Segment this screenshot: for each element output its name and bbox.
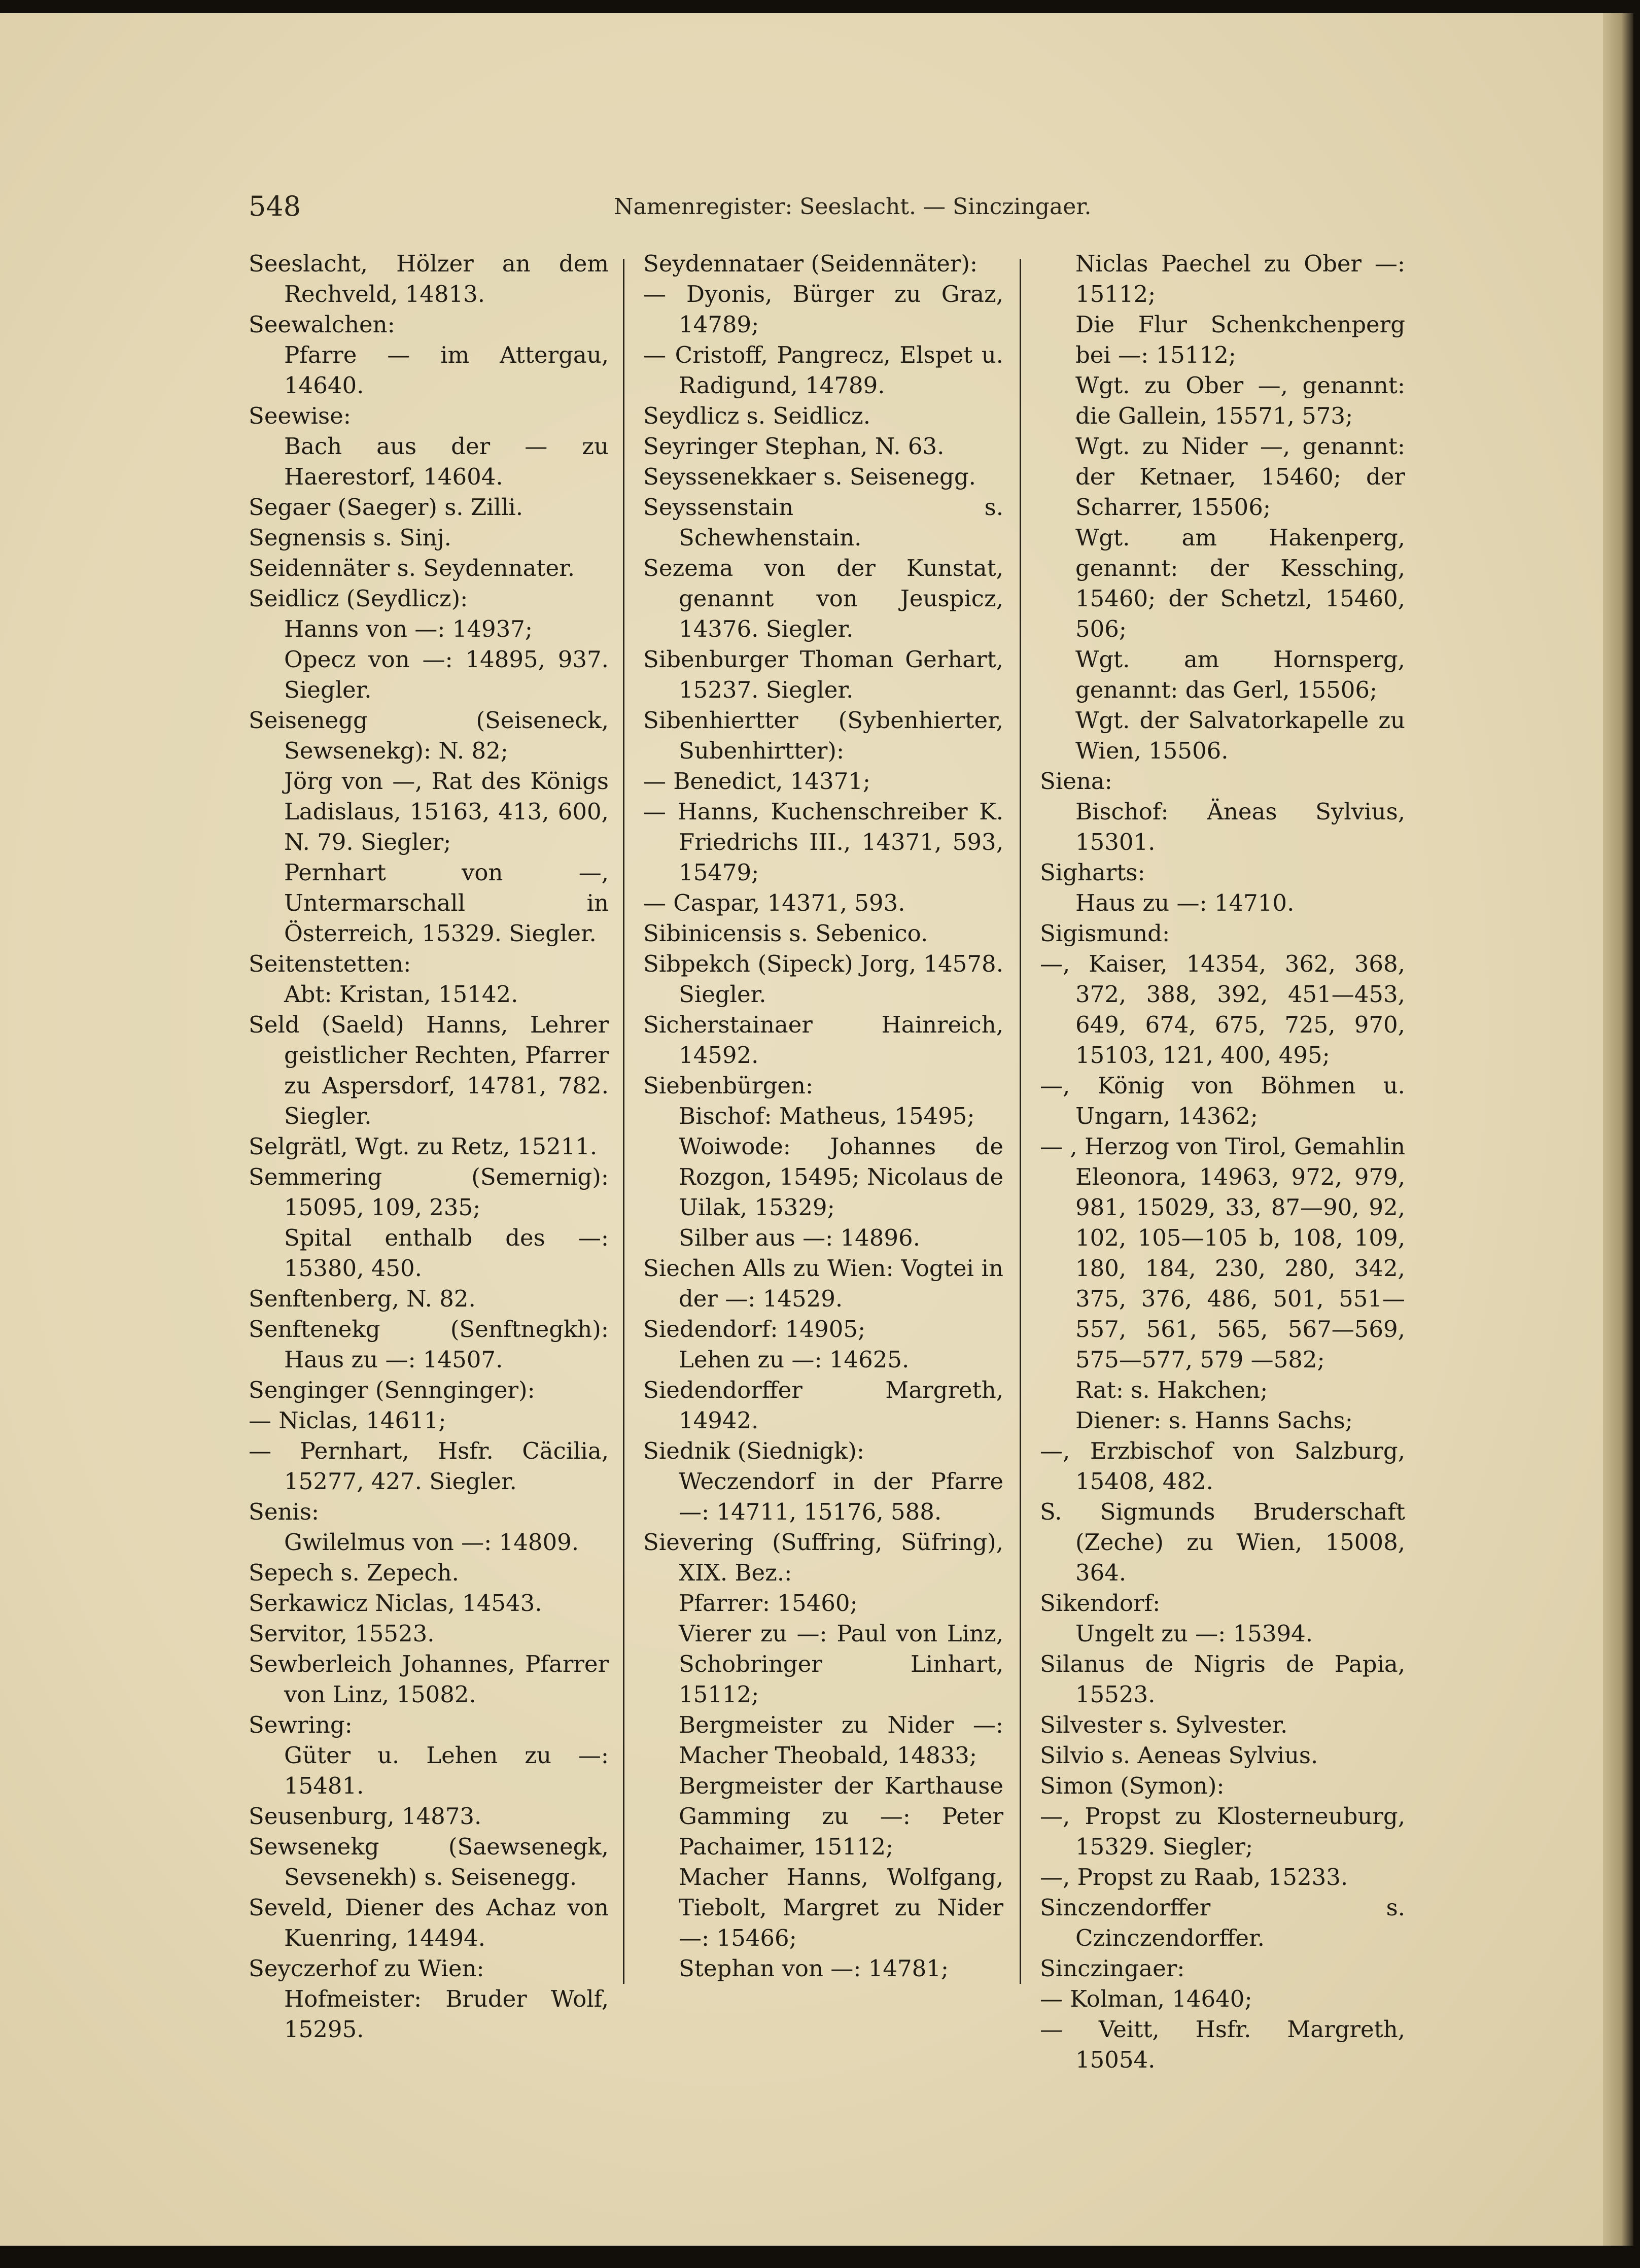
index-entry: Simon (Symon): <box>1040 1772 1225 1799</box>
index-entry: Sewberleich Johannes, Pfarrer von Linz, 15082. <box>249 1651 609 1708</box>
index-entry: Rat: s. Hakchen; <box>1075 1377 1268 1403</box>
index-entry: Sievering (Suffring, Süfring), XIX. Bez.: <box>643 1529 1003 1586</box>
index-entry: Sinczingaer: <box>1040 1955 1185 1982</box>
index-entry: Jörg von —, Rat des Königs Ladislaus, 15163, 413, 600, N. 79. Siegler; <box>284 768 609 855</box>
index-entry: Niclas Paechel zu Ober —: 15112; <box>1075 250 1405 307</box>
page-number: 548 <box>249 190 301 222</box>
index-entry: Siechen Alls zu Wien: Vogtei in der —: 14529. <box>643 1255 1003 1312</box>
index-entry: Ungelt zu —: 15394. <box>1075 1620 1313 1647</box>
index-entry: Sicherstainaer Hainreich, 14592. <box>643 1011 1003 1069</box>
index-entry: — Dyonis, Bürger zu Graz, 14789; <box>643 281 1003 338</box>
index-entry: —, Propst zu Klosterneuburg, 15329. Siegler; <box>1040 1803 1405 1860</box>
index-entry: Selgrätl, Wgt. zu Retz, 15211. <box>249 1133 598 1160</box>
index-entry: Opecz von —: 14895, 937. Siegler. <box>284 646 609 703</box>
index-entry: — Niclas, 14611; <box>249 1407 446 1434</box>
index-entry: Güter u. Lehen zu —: 15481. <box>284 1742 609 1799</box>
index-entry: Seisenegg (Seiseneck, Sewsenekg): N. 82; <box>249 707 609 764</box>
index-entry: Senis: <box>249 1498 320 1525</box>
index-entry: — Kolman, 14640; <box>1040 1985 1252 2012</box>
index-entry: Seusenburg, 14873. <box>249 1803 482 1830</box>
index-entry: — Benedict, 14371; <box>643 768 871 795</box>
index-entry: Seveld, Diener des Achaz von Kuenring, 14494. <box>249 1894 609 1951</box>
index-entry: Wgt. am Hakenperg, genannt: der Kessching, 15460; der Schetzl, 15460, 506; <box>1075 524 1405 642</box>
index-entry: Macher Hanns, Wolfgang, Tiebolt, Margret zu Nider —: 15466; <box>679 1864 1003 1951</box>
index-entry: Seyssenekkaer s. Seisenegg. <box>643 463 976 490</box>
index-entry: Seydennataer (Seidennäter): <box>643 250 978 277</box>
index-entry: Silanus de Nigris de Papia, 15523. <box>1040 1651 1405 1708</box>
index-entry: Seewalchen: <box>249 311 395 338</box>
index-entry: — Hanns, Kuchenschreiber K. Friedrichs III., 14371, 593, 15479; <box>643 798 1003 886</box>
index-entry: —, Kaiser, 14354, 362, 368, 372, 388, 392, 451—453, 649, 674, 675, 725, 970, 15103, 121, 400, 495; <box>1040 950 1405 1069</box>
book-spine-edge <box>1603 13 1633 2246</box>
index-entry: Sewring: <box>249 1711 353 1738</box>
index-entry: Die Flur Schenkchenperg bei —: 15112; <box>1075 311 1405 368</box>
index-entry: — Pernhart, Hsfr. Cäcilia, 15277, 427. Siegler. <box>249 1437 609 1495</box>
index-entry: Sewsenekg (Saewsenegk, Sevsenekh) s. Seisenegg. <box>249 1833 609 1891</box>
index-entry: — Caspar, 14371, 593. <box>643 889 905 916</box>
index-entry: —, Erzbischof von Salzburg, 15408, 482. <box>1040 1437 1405 1495</box>
index-entry: Bischof: Matheus, 15495; <box>679 1103 975 1129</box>
index-entry: Senftenberg, N. 82. <box>249 1285 476 1312</box>
index-entry: Sibenburger Thoman Gerhart, 15237. Siegler. <box>643 646 1003 703</box>
index-entry: Lehen zu —: 14625. <box>679 1346 910 1373</box>
index-entry: Gwilelmus von —: 14809. <box>284 1529 579 1556</box>
index-entry: Wgt. zu Ober —, genannt: die Gallein, 15571, 573; <box>1075 372 1405 429</box>
index-column-2 <box>643 249 1003 1994</box>
index-entry: Sibinicensis s. Sebenico. <box>643 920 928 947</box>
index-entry: Sikendorf: <box>1040 1590 1161 1617</box>
index-entry: Serkawicz Niclas, 14543. <box>249 1590 542 1617</box>
index-entry: Stephan von —: 14781; <box>679 1955 949 1982</box>
index-column-3 <box>1040 249 1405 2073</box>
index-entry: Seld (Saeld) Hanns, Lehrer geistlicher Rechten, Pfarrer zu Aspersdorf, 14781, 782. Siegler. <box>249 1011 609 1129</box>
index-entry: Sibenhiertter (Sybenhierter, Subenhirtter): <box>643 707 1003 764</box>
index-entry: Segnensis s. Sinj. <box>249 524 451 551</box>
index-entry: Vierer zu —: Paul von Linz, Schobringer Linhart, 15112; <box>679 1620 1003 1708</box>
index-entry: Siedendorffer Margreth, 14942. <box>643 1377 1003 1434</box>
index-column-1 <box>249 249 609 2043</box>
index-entry: Diener: s. Hanns Sachs; <box>1075 1407 1353 1434</box>
index-entry: Bergmeister zu Nider —: Macher Theobald, 14833; <box>679 1711 1003 1769</box>
index-entry: Semmering (Semernig): 15095, 109, 235; <box>249 1163 609 1221</box>
index-entry: Siena: <box>1040 768 1112 795</box>
column-divider <box>623 259 624 1984</box>
index-entry: Silvester s. Sylvester. <box>1040 1711 1288 1738</box>
index-entry: Siedendorf: 14905; <box>643 1316 866 1343</box>
index-entry: Sepech s. Zepech. <box>249 1559 459 1586</box>
index-entry: —, Propst zu Raab, 15233. <box>1040 1864 1348 1891</box>
index-entry: Sigharts: <box>1040 859 1145 886</box>
page-header <box>249 188 1415 233</box>
index-entry: Pfarre — im Attergau, 14640. <box>284 341 609 399</box>
index-entry: — , Herzog von Tirol, Gemahlin Eleonora, 14963, 972, 979, 981, 15029, 33, 87—90, 92, 102, 105—105 b, 108, 109, 180, 184, 230, 280, 342, 375, 376, 486, 501, 551—557, 561, 565, 567—569, 575—577, 579 —582; <box>1040 1133 1405 1373</box>
index-entry: Wgt. zu Nider —, genannt: der Ketnaer, 15460; der Scharrer, 15506; <box>1075 433 1405 521</box>
index-entry: Sigismund: <box>1040 920 1170 947</box>
index-entry: Bach aus der — zu Haerestorf, 14604. <box>284 433 609 490</box>
index-entry: Sezema von der Kunstat, genannt von Jeuspicz, 14376. Siegler. <box>643 555 1003 642</box>
index-entry: Siebenbürgen: <box>643 1072 814 1099</box>
index-entry: Silber aus —: 14896. <box>679 1224 920 1251</box>
index-entry: Seidlicz (Seydlicz): <box>249 585 468 612</box>
index-entry: Seydlicz s. Seidlicz. <box>643 402 871 429</box>
column-divider <box>1020 259 1021 1984</box>
index-entry: Siednik (Siednigk): <box>643 1437 864 1464</box>
index-entry: Hanns von —: 14937; <box>284 615 533 642</box>
index-entry: Bischof: Äneas Sylvius, 15301. <box>1075 798 1405 855</box>
index-entry: — Veitt, Hsfr. Margreth, 15054. <box>1040 2016 1405 2073</box>
index-entry: Servitor, 15523. <box>249 1620 435 1647</box>
index-entry: Seyringer Stephan, N. 63. <box>643 433 945 460</box>
index-entry: Sinczendorffer s. Czinczendorffer. <box>1040 1894 1405 1951</box>
index-entry: Weczendorf in der Pfarre —: 14711, 15176, 588. <box>679 1468 1003 1525</box>
index-entry: Bergmeister der Karthause Gamming zu —: Peter Pachaimer, 15112; <box>679 1772 1003 1860</box>
index-entry: Sibpekch (Sipeck) Jorg, 14578. Siegler. <box>643 950 1003 1008</box>
index-entry: Seitenstetten: <box>249 950 411 977</box>
index-entry: Pfarrer: 15460; <box>679 1590 858 1617</box>
index-entry: Woiwode: Johannes de Rozgon, 15495; Nicolaus de Uilak, 15329; <box>679 1133 1003 1221</box>
index-entry: Senftenekg (Senftnegkh): Haus zu —: 14507. <box>249 1316 609 1373</box>
index-entry: Seyczerhof zu Wien: <box>249 1955 484 1982</box>
index-entry: Wgt. am Hornsperg, genannt: das Gerl, 15506; <box>1075 646 1405 703</box>
index-entry: S. Sigmunds Bruderschaft (Zeche) zu Wien, 15008, 364. <box>1040 1498 1405 1586</box>
index-entry: Seeslacht, Hölzer an dem Rechveld, 14813. <box>249 250 609 307</box>
index-entry: Seidennäter s. Seydennater. <box>249 555 575 581</box>
index-entry: Spital enthalb des —: 15380, 450. <box>284 1224 609 1282</box>
index-entry: Haus zu —: 14710. <box>1075 889 1295 916</box>
index-entry: Hofmeister: Bruder Wolf, 15295. <box>284 1985 609 2043</box>
index-entry: Seyssenstain s. Schewhenstain. <box>643 494 1003 551</box>
index-entry: Wgt. der Salvatorkapelle zu Wien, 15506. <box>1075 707 1405 764</box>
index-entry: Pernhart von —, Untermarschall in Österreich, 15329. Siegler. <box>284 859 609 947</box>
index-entry: Seewise: <box>249 402 351 429</box>
index-entry: Silvio s. Aeneas Sylvius. <box>1040 1742 1318 1769</box>
running-title: Namenregister: Seeslacht. — Sinczingaer. <box>614 194 1092 220</box>
index-entry: Senginger (Sennginger): <box>249 1377 535 1403</box>
index-entry: Segaer (Saeger) s. Zilli. <box>249 494 524 521</box>
index-entry: —, König von Böhmen u. Ungarn, 14362; <box>1040 1072 1405 1129</box>
index-entry: Abt: Kristan, 15142. <box>284 981 518 1008</box>
index-entry: — Cristoff, Pangrecz, Elspet u. Radigund, 14789. <box>643 341 1003 399</box>
